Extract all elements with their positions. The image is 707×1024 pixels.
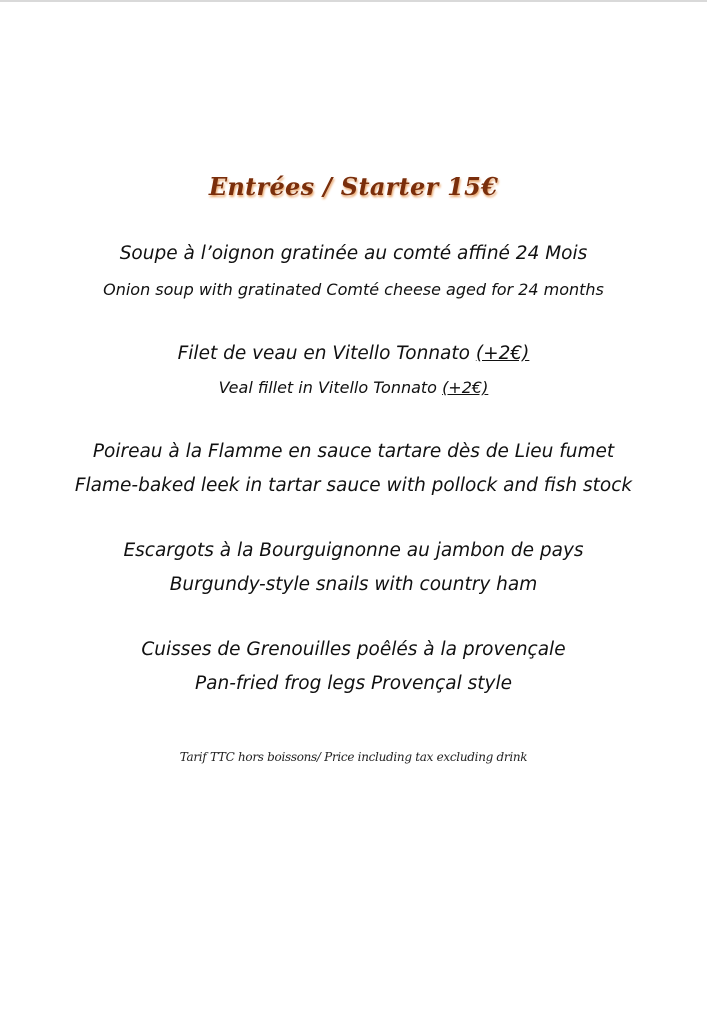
item-name-fr: Escargots à la Bourguignonne au jambon de pays [123, 540, 584, 561]
item-name-en [0, 378, 707, 397]
item-name-fr: Cuisses de Grenouilles poêlés à la provençale [141, 639, 566, 660]
item-name-en: Onion soup with gratinated Comté cheese aged for 24 months [103, 280, 604, 299]
item-name-en: Flame-baked leek in tartar sauce with pollock and fish stock [74, 475, 633, 496]
item-name-en-text: Veal fillet in Vitello Tonnato [218, 378, 437, 397]
item-name-en: Burgundy-style snails with country ham [169, 574, 538, 595]
menu-title: Entrées / Starter 15€ [208, 172, 499, 201]
item-name-fr-text: Filet de veau en Vitello Tonnato [177, 343, 470, 364]
top-border [0, 0, 707, 2]
price-note: Tarif TTC hors boissons/ Price including tax excluding drink [179, 750, 528, 764]
item-name-fr [0, 343, 707, 364]
item-name-fr: Soupe à l’oignon gratinée au comté affiné 24 Mois [119, 243, 588, 264]
item-surcharge-en: (+2€) [442, 378, 489, 397]
item-surcharge-fr: (+2€) [475, 343, 530, 364]
item-name-fr: Poireau à la Flamme en sauce tartare dès de Lieu fumet [92, 441, 615, 462]
item-name-en: Pan-fried frog legs Provençal style [194, 673, 513, 694]
